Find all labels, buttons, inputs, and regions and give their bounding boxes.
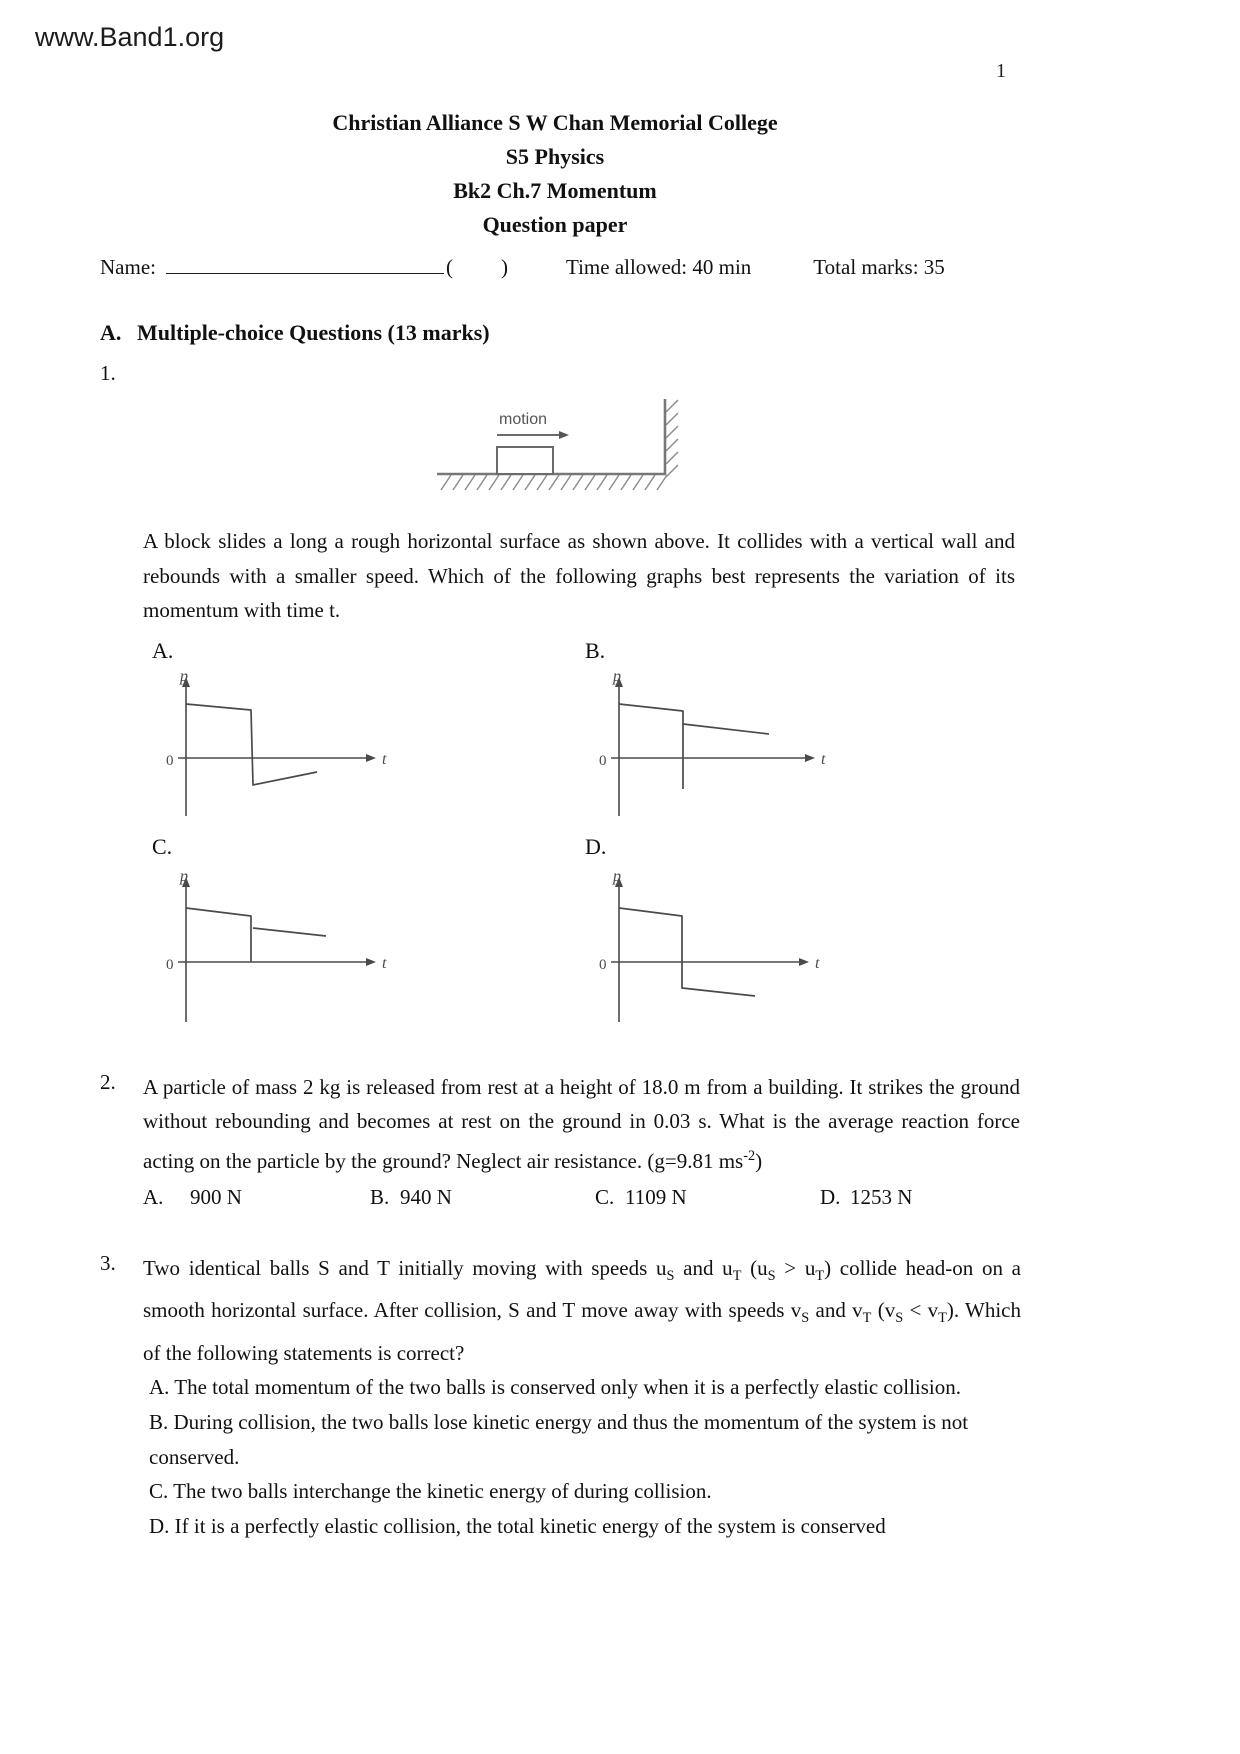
section-a-heading	[100, 320, 1020, 346]
name-row	[100, 252, 1020, 280]
page-content	[100, 0, 1020, 1543]
option-d-label: D.	[585, 833, 607, 859]
axis-label-t: t	[382, 750, 387, 768]
q2-option-c-label: C.	[595, 1185, 615, 1209]
q2-option-d-label: D.	[820, 1185, 841, 1209]
title-block	[100, 106, 1010, 242]
name-blank	[166, 252, 444, 274]
q2-text: A particle of mass 2 kg is released from rest at a height of 18.0 m from a building. It strikes the ground without rebounding and becomes at rest on the ground in 0.03 s. What is the average reaction force acting on the particle by the ground? Neglect air resistance. (g=9.81 $ms^{-2}$)	[143, 1074, 1020, 1173]
q2-option-a	[143, 1180, 370, 1215]
axis-label-p: p	[180, 867, 188, 885]
section-a-title: Multiple-choice Questions (13 marks)	[137, 320, 490, 345]
ground-hatching	[441, 475, 667, 490]
class-paren-close: )	[500, 255, 508, 279]
school-name: Christian Alliance S W Chan Memorial College	[332, 110, 778, 135]
q1-option-b	[585, 636, 1020, 820]
total-marks: Total marks: 35	[813, 255, 945, 279]
q3-statement-b: B. During collision, the two balls lose kinetic energy and thus the momentum of the system is not conserved.	[149, 1409, 969, 1469]
graph-option-d	[585, 864, 835, 1026]
momentum-curve-rebound	[253, 928, 326, 936]
time-allowed: Time allowed: 40 min	[565, 255, 752, 279]
axis-label-p: p	[180, 667, 188, 685]
q1-option-c	[152, 832, 585, 1026]
q3-text: Two identical balls S and T initially moving with speeds $u_S$ and $u_T$ $(u_S > u_T)$ collide head-on on a smooth horizontal surface. After collision, S and T move away with speeds $v_S$ and $v_T$ $(v_S < v_T)$. Which of the following statements is correct?	[143, 1255, 1022, 1365]
q2-option-a-label: A.	[143, 1185, 164, 1209]
momentum-curve	[186, 704, 317, 785]
momentum-curve-rebound	[683, 724, 769, 734]
q1-option-a	[152, 636, 585, 820]
q1-text: A block slides a long a rough horizontal surface as shown above. It collides with a vertical wall and rebounds with a smaller speed. Which of the following graphs best represents the variation of its momentum with time t.	[143, 529, 1015, 622]
q1-options-row-1	[152, 636, 1020, 820]
axis-label-origin: 0	[599, 956, 607, 973]
x-axis-arrow-icon	[799, 958, 809, 966]
option-b-label: B.	[585, 637, 606, 663]
watermark: www.Band1.org	[35, 22, 225, 52]
axis-label-t: t	[821, 750, 826, 768]
axis-label-origin: 0	[166, 956, 174, 973]
motion-label: motion	[499, 411, 548, 428]
q2-option-d	[820, 1180, 1020, 1215]
paper-type: Question paper	[482, 212, 628, 237]
q2-number: 2.	[100, 1069, 116, 1094]
block-rect	[497, 447, 553, 474]
q3-statements	[143, 1370, 1028, 1543]
axis-label-p: p	[613, 667, 621, 685]
q3-number: 3.	[100, 1250, 116, 1275]
class-paren-open: (	[445, 255, 453, 279]
option-c-label: C.	[152, 833, 173, 859]
section-a-label: A.	[100, 320, 122, 345]
q2-option-c-value: 1109 N	[625, 1185, 687, 1209]
axis-label-t: t	[815, 954, 820, 972]
momentum-curve	[619, 908, 755, 996]
q2-option-b-value: 940 N	[400, 1185, 452, 1209]
axis-label-origin: 0	[166, 752, 174, 769]
q1-figure	[435, 394, 685, 504]
q2-option-c	[595, 1180, 820, 1215]
question-3	[100, 1251, 1020, 1544]
q3-statement-a: A. The total momentum of the two balls is conserved only when it is a perfectly elastic collision.	[149, 1375, 962, 1400]
momentum-curve	[619, 704, 683, 789]
axis-label-p: p	[613, 867, 621, 885]
q2-option-b-label: B.	[370, 1185, 390, 1209]
page-number: 1	[996, 60, 1006, 82]
momentum-curve	[186, 908, 251, 962]
q1-option-d	[585, 832, 1020, 1026]
q2-option-d-value: 1253 N	[850, 1185, 913, 1209]
option-a-label: A.	[152, 637, 174, 663]
q2-option-b	[370, 1180, 595, 1215]
q2-option-a-value: 900 N	[190, 1185, 242, 1209]
q3-statement-d: D. If it is a perfectly elastic collision, the total kinetic energy of the system is conserved	[149, 1513, 886, 1538]
graph-option-b	[585, 668, 835, 820]
motion-arrow-icon	[497, 431, 569, 439]
q1-options-row-2	[152, 832, 1020, 1026]
x-axis-arrow-icon	[805, 754, 815, 762]
axis-label-t: t	[382, 954, 387, 972]
question-2	[100, 1070, 1020, 1215]
name-label: Name:	[100, 255, 156, 279]
graph-option-c	[152, 864, 402, 1026]
block-wall-diagram	[435, 394, 685, 499]
wall-hatching	[666, 400, 678, 477]
q3-statement-c: C. The two balls interchange the kinetic energy of during collision.	[149, 1479, 712, 1504]
graph-option-a	[152, 668, 402, 820]
x-axis-arrow-icon	[366, 958, 376, 966]
subject-title: S5 Physics	[505, 144, 605, 169]
q1-number: 1.	[100, 361, 116, 385]
axis-label-origin: 0	[599, 752, 607, 769]
chapter-title: Bk2 Ch.7 Momentum	[453, 178, 657, 203]
x-axis-arrow-icon	[366, 754, 376, 762]
q2-options	[143, 1180, 1020, 1215]
